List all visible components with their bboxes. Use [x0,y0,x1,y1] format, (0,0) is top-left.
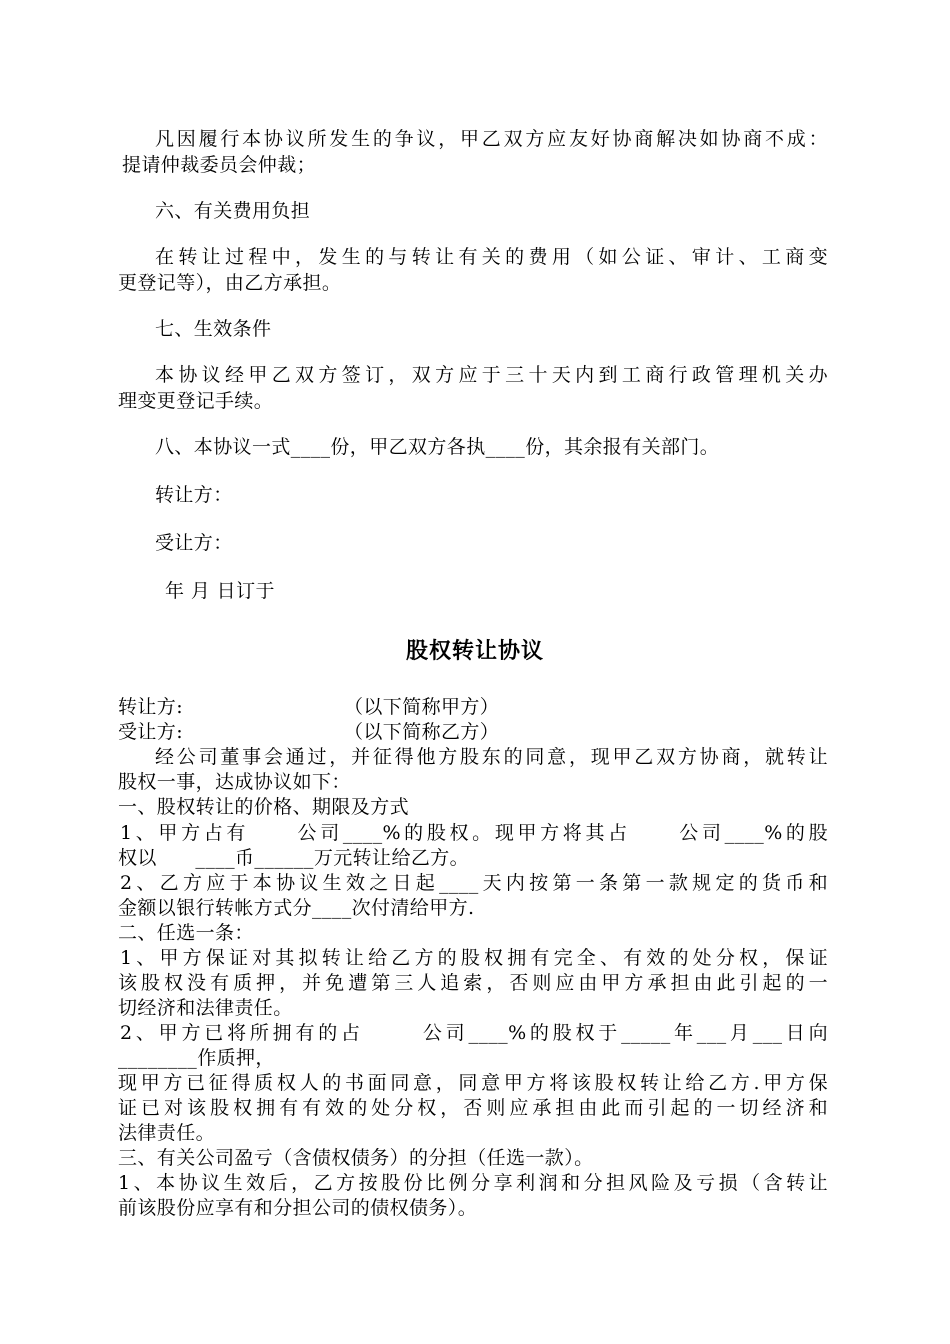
section8-line: 八、本协议一式____份，甲乙双方各执____份，其余报有关部门。 [155,436,720,458]
article3-heading: 三、有关公司盈亏（含债权债务）的分担（任选一款）。 [118,1147,594,1169]
section6-line-2: 更登记等），由乙方承担。 [118,272,342,294]
article1-item1-line-1: 1、甲方占有 公司____%的股权。现甲方将其占 公司____%的股 [120,822,828,844]
article3-item1-line-2: 前该股份应享有和分担公司的债权债务）。 [118,1197,478,1219]
preamble-line-1: 经公司董事会通过，并征得他方股东的同意，现甲乙双方协商，就转让 [155,746,828,768]
article2-option1-line-3: 切经济和法律责任。 [118,997,293,1019]
article2-option1-line-1: 1、甲方保证对其拟转让给乙方的股权拥有完全、有效的处分权，保证 [120,947,828,969]
article1-item2-line-2: 金额以银行转帐方式分____次付清给甲方. [118,897,475,919]
article2-option1-line-2: 该股权没有质押，并免遭第三人追索，否则应由甲方承担由此引起的一 [118,972,828,994]
article3-item1-line-1: 1、本协议生效后，乙方按股份比例分享利润和分担风险及亏损（含转让 [118,1172,828,1194]
article2-heading: 二、任选一条： [118,922,254,944]
section6-heading: 六、有关费用负担 [155,200,311,222]
article1-heading: 一、股权转让的价格、期限及方式 [118,796,410,818]
article2-option2-line-5: 法律责任。 [118,1122,216,1144]
section6-line-1: 在转让过程中，发生的与转让有关的费用（如公证、审计、工商变 [155,246,828,268]
transferor-signature-label: 转让方： [155,484,233,506]
article1-item2-line-1: 2、乙方应于本协议生效之日起____天内按第一条第一款规定的货币和 [120,872,828,894]
dispute-clause-line-1: 凡因履行本协议所发生的争议，甲乙双方应友好协商解决如协商不成： [155,128,828,150]
section7-line-2: 理变更登记手续。 [118,390,274,412]
article2-option2-line-3: 现甲方已征得质权人的书面同意，同意甲方将该股权转让给乙方.甲方保 [118,1072,828,1094]
article1-item1-line-2: 权以 ____币______万元转让给乙方。 [118,847,470,869]
preamble-line-2: 股权一事，达成协议如下： [118,771,351,793]
article2-option2-line-4: 证已对该股权拥有有效的处分权，否则应承担由此而引起的一切经济和 [118,1097,828,1119]
transferee-signature-label: 受让方： [155,532,233,554]
section7-heading: 七、生效条件 [155,318,272,340]
section7-line-1: 本协议经甲乙双方签订，双方应于三十天内到工商行政管理机关办 [155,364,828,386]
date-line: 年 月 日订于 [165,580,275,602]
party-b-line: 受让方: （以下简称乙方） [118,721,500,743]
article2-option2-line-2: ________作质押， [118,1047,275,1069]
dispute-clause-line-2: 提请仲裁委员会仲裁； [122,154,317,176]
party-a-line: 转让方: （以下简称甲方） [118,696,500,718]
agreement-title: 股权转让协议 [405,638,544,664]
article2-option2-line-1: 2、甲方已将所拥有的占 公司____%的股权于_____年___月___日向 [120,1022,828,1044]
